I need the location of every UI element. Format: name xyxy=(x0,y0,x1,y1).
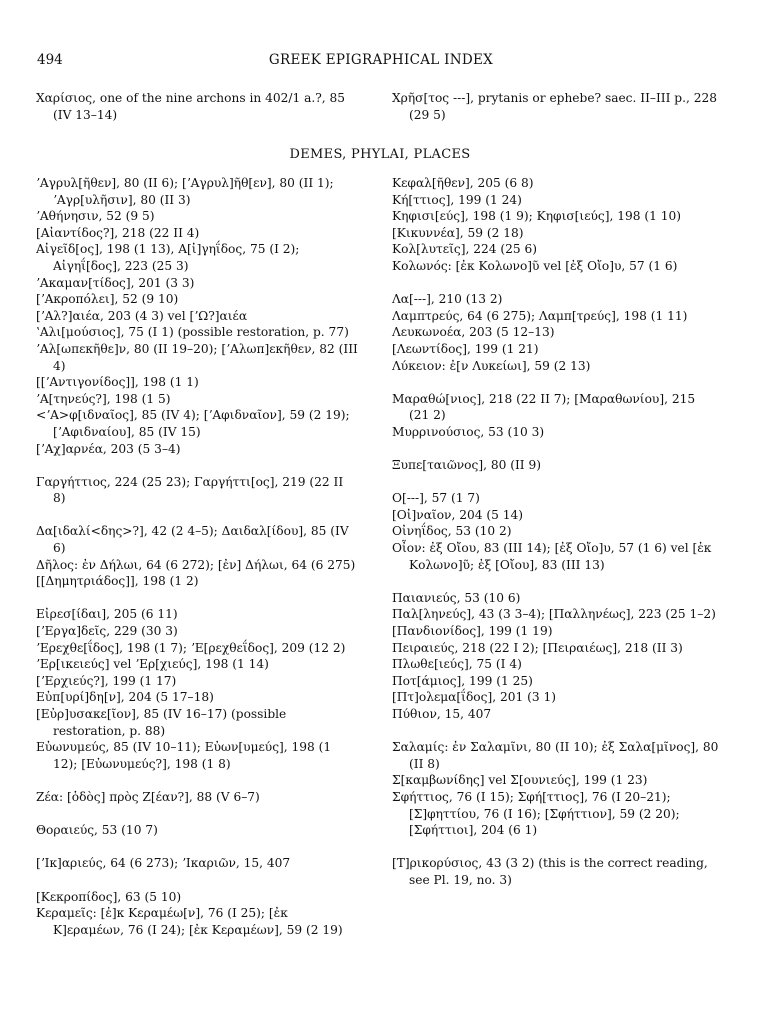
letter-group xyxy=(392,739,719,839)
letter-group xyxy=(392,291,719,374)
index-column-right xyxy=(392,175,719,905)
index-entry: [Οἰ]ναῖον, 204 (5 14) xyxy=(392,507,523,522)
letter-group xyxy=(36,523,358,589)
letter-group xyxy=(392,855,719,888)
index-entry: Λευκωνοέα, 203 (5 12–13) xyxy=(392,325,555,340)
letter-group xyxy=(392,590,719,723)
index-entry: [Τ]ρικορύσιος, 43 (3 2) (this is the correct reading, see Pl. 19, no. 3) xyxy=(392,856,708,887)
index-entry: Εἰρεσ[ίδαι], 205 (6 11) xyxy=(36,607,178,622)
index-entry: Μυρρινούσιος, 53 (10 3) xyxy=(392,424,545,439)
index-entry: [[ʼΑντιγονίδος]], 198 (1 1) xyxy=(36,375,199,390)
page-number: 494 xyxy=(37,52,63,68)
page-header xyxy=(37,52,725,72)
index-entry: Κεραμεῖς: [ἐ]κ Κεραμέω[ν], 76 (I 25); [ἐκ Κ]εραμέων, 76 (I 24); [ἐκ Κεραμέων], 59 (2 19) xyxy=(36,906,343,937)
index-entry: Ποτ[άμιος], 199 (1 25) xyxy=(392,673,533,688)
letter-group xyxy=(36,889,358,939)
index-entry: Παιανιεύς, 53 (10 6) xyxy=(392,590,521,605)
index-entry: Γαργήττιος, 224 (25 23); Γαργήττι[ος], 219 (22 II 8) xyxy=(36,474,344,506)
index-entry: [ʼΑλ?]αιέα, 203 (4 3) vel [ʼΩ?]αιέα xyxy=(36,308,248,323)
index-entry: Σαλαμίς: ἐν Σαλαμῖνι, 80 (II 10); ἐξ Σαλα[μῖνος], 80 (II 8) xyxy=(392,740,719,771)
index-entry: <ʼΑ>φ[ιδναῖος], 85 (IV 4); [ʼΑφιδναῖον], 59 (2 19); [ʼΑφιδναίου], 85 (IV 15) xyxy=(36,408,350,439)
index-entry: [ʼΕρχιεύς?], 199 (1 17) xyxy=(36,673,177,688)
index-entry: ʽΑλι[μούσιος], 75 (I 1) (possible restoration, p. 77) xyxy=(36,325,349,340)
index-entry: Οἰνηΐδος, 53 (10 2) xyxy=(392,524,512,539)
index-entry: ʼΕρεχθε[ΐδος], 198 (1 7); ʼΕ[ρεχθεΐδος], 209 (12 2) xyxy=(36,640,346,655)
index-entry: Σφήττιος, 76 (I 15); Σφή[ττιος], 76 (I 20–21); [Σ]φηττίου, 76 (I 16); [Σφήττιον], 59 (2 20); [Σφήττιοι], 204 (6 1) xyxy=(392,789,680,838)
index-entry: [[Δημητριάδος]], 198 (1 2) xyxy=(36,574,199,589)
index-entry: [Αἰαντίδος?], 218 (22 II 4) xyxy=(36,225,200,240)
index-entry: Κή[ττιος], 199 (1 24) xyxy=(392,192,522,207)
index-entry: Μαραθώ[νιος], 218 (22 II 7); [Μαραθωνίου], 215 (21 2) xyxy=(392,391,696,423)
letter-group xyxy=(36,822,358,839)
index-entry: Δῆλος: ἐν Δήλωι, 64 (6 272); [ἐν] Δήλωι, 64 (6 275) xyxy=(36,557,356,572)
index-entry: ʼΑγρυλ[ῆθεν], 80 (II 6); [ʼΑγρυλ]ῆθ[εν], 80 (II 1); ʼΑγρ[υλῆσιν], 80 (II 3) xyxy=(36,176,334,207)
index-entry: Κεφαλ[ῆθεν], 205 (6 8) xyxy=(392,176,534,190)
index-entry: [Κικυννέα], 59 (2 18) xyxy=(392,225,524,240)
letter-group xyxy=(36,175,358,457)
letter-group xyxy=(36,789,358,806)
index-entry: Λύκειον: ἐ[ν Λυκείωι], 59 (2 13) xyxy=(392,358,591,373)
index-entry: ʼΑκαμαν[τίδος], 201 (3 3) xyxy=(36,275,195,290)
index-entry: [ʼΙκ]αριεύς, 64 (6 273); ʼΙκαριῶν, 15, 407 xyxy=(36,856,291,871)
index-entry: [ʼΑχ]αρνέα, 203 (5 3–4) xyxy=(36,441,181,456)
letter-group xyxy=(392,391,719,441)
index-entry: Πειραιεύς, 218 (22 I 2); [Πειραιέως], 218 (II 3) xyxy=(392,640,683,655)
top-entries-right xyxy=(392,90,719,123)
index-entry: Πύθιον, 15, 407 xyxy=(392,707,492,721)
index-entry: Χρῆσ[τος ---], prytanis or ephebe? saec. II–III p., 228 (29 5) xyxy=(392,91,717,122)
index-entry: [Εὐρ]υσακε[ῖον], 85 (IV 16–17) (possible restoration, p. 88) xyxy=(36,707,287,738)
index-entry: Πλωθε[ιεύς], 75 (I 4) xyxy=(392,657,522,672)
index-entry: ʼΑ[τηνεύς?], 198 (1 5) xyxy=(36,391,171,406)
section-heading: DEMES, PHYLAI, PLACES xyxy=(289,147,471,162)
index-entry: Ξυπε[ταιῶνος], 80 (II 9) xyxy=(392,458,541,473)
index-entry: Αἰγεῖδ[ος], 198 (1 13), Α[ἰ]γηΐδος, 75 (I 2); Αἰγηΐ[δος], 223 (25 3) xyxy=(36,242,300,273)
index-entry: ʼΕρ[ικειεύς] vel ʼΕρ[χιεύς], 198 (1 14) xyxy=(36,657,269,672)
index-entry: Εὐπ[υρί]δη[ν], 204 (5 17–18) xyxy=(36,690,214,705)
index-entry: [Λεωντίδος], 199 (1 21) xyxy=(392,341,539,356)
letter-group xyxy=(36,855,358,872)
letter-group xyxy=(392,490,719,573)
index-entry: Δα[ιδαλί<δης>?], 42 (2 4–5); Δαιδαλ[ίδου], 85 (IV 6) xyxy=(36,524,349,556)
running-title: GREEK EPIGRAPHICAL INDEX xyxy=(268,52,494,68)
index-entry: Χαρίσιος, one of the nine archons in 402/1 a.?, 85 (IV 13–14) xyxy=(36,91,346,122)
index-entry: Ο[---], 57 (1 7) xyxy=(392,491,480,506)
index-entry: Οἶον: ἐξ Οἴου, 83 (III 14); [ἐξ Οἴο]υ, 57 (1 6) vel [ἐκ Κολωνο]ῦ; ἐξ [Οἴου], 83 (III 13) xyxy=(392,541,712,572)
index-entry: [Πτ]ολεμα[ΐδος], 201 (3 1) xyxy=(392,690,556,705)
index-entry: ʼΑλ[ωπεκῆθε]ν, 80 (II 19–20); [ʼΑλωπ]εκῆθεν, 82 (III 4) xyxy=(36,341,358,373)
index-entry: Κολωνός: [ἐκ Κολωνο]ῦ vel [ἐξ Οἴο]υ, 57 (1 6) xyxy=(392,258,678,273)
index-entry: Λαμπτρεύς, 64 (6 275); Λαμπ[τρεύς], 198 (1 11) xyxy=(392,308,688,323)
index-entry: Παλ[ληνεύς], 43 (3 3–4); [Παλληνέως], 223 (25 1–2) xyxy=(392,607,716,622)
letter-group xyxy=(36,606,358,772)
index-entry: Θοραιεύς, 53 (10 7) xyxy=(36,823,158,838)
letter-group xyxy=(36,474,358,507)
top-entries-left xyxy=(36,90,358,123)
index-entry: Εὐωνυμεύς, 85 (IV 10–11); Εὐων[υμεύς], 198 (1 12); [Εὐωνυμεύς?], 198 (1 8) xyxy=(36,740,332,771)
index-entry: Κηφισι[εύς], 198 (1 9); Κηφισ[ιεύς], 198 (1 10) xyxy=(392,209,682,224)
index-entry: [ʼΑκροπόλει], 52 (9 10) xyxy=(36,292,179,307)
letter-group xyxy=(392,457,719,474)
index-entry: [ʼΕργα]δεῖς, 229 (30 3) xyxy=(36,624,178,639)
index-entry: Κολ[λυτεῖς], 224 (25 6) xyxy=(392,242,538,257)
index-entry: Ζέα: [ὁδὸς] πρὸς Ζ[έαν?], 88 (V 6–7) xyxy=(36,789,260,804)
index-entry: [Πανδιονίδος], 199 (1 19) xyxy=(392,624,553,639)
index-entry: Λα[---], 210 (13 2) xyxy=(392,292,503,307)
index-entry: [Κεκροπίδος], 63 (5 10) xyxy=(36,889,182,904)
index-column-left xyxy=(36,175,358,955)
letter-group xyxy=(392,175,719,275)
index-entry: Σ[καμβωνίδης] vel Σ[ουνιεύς], 199 (1 23) xyxy=(392,773,648,788)
index-entry: ʼΑθήνησιν, 52 (9 5) xyxy=(36,209,155,224)
